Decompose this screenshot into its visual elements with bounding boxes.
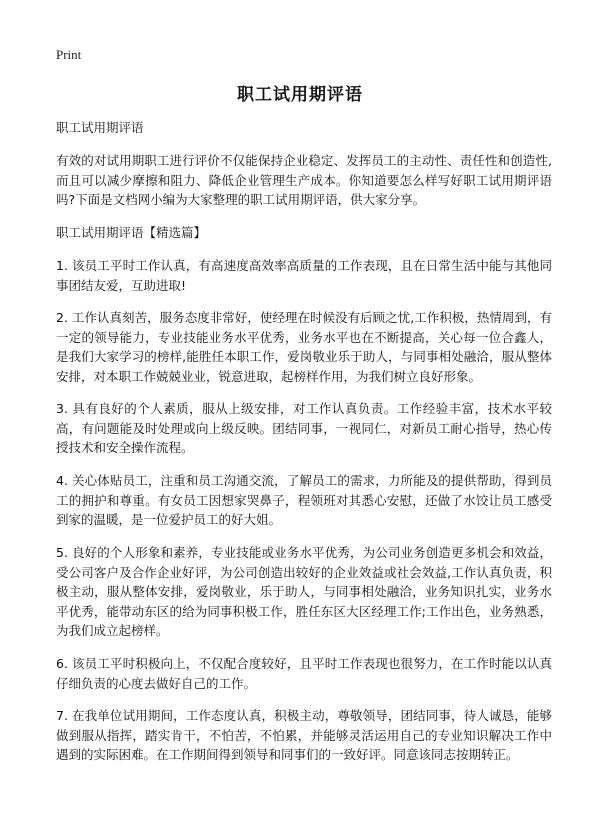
- list-item-6: 6. 该员工平时积极向上，不仅配合度较好，且平时工作表现也很努力，在工作时能以认真仔细负责的心度去做好自己的工作。: [56, 656, 552, 691]
- print-link[interactable]: Print: [56, 47, 82, 62]
- section-heading: 职工试用期评语【精选篇】: [56, 225, 207, 240]
- page-title: 职工试用期评语: [237, 85, 363, 105]
- list-item-4: 4. 关心体贴员工，注重和员工沟通交流，了解员工的需求，力所能及的提供帮助，得到员工的拥护和尊重。有女员工因想家哭鼻子，程领班对其悉心安慰，还做了水饺让员工感受到家的温暖，是一位爱护员工的好大姐。: [56, 473, 552, 527]
- list-item-7: 7. 在我单位试用期间，工作态度认真，积极主动，尊敬领导，团结同事，待人诚恳，能够做到服从指挥，踏实肯干，不怕苦，不怕累，并能够灵活运用自己的专业知识解决工作中遇到的实际困难。在工作期间得到领导和同事们的一致好评。同意该同志按期转正。: [56, 708, 552, 762]
- intro-paragraph: 有效的对试用期职工进行评价不仅能保持企业稳定、发挥员工的主动性、责任性和创造性,而且可以减少摩擦和阻力、降低企业管理生产成本。你知道要怎么样写好职工试用期评语吗?下面是文档网小编为大家整理的职工试用期评语，供大家分享。: [56, 153, 552, 207]
- list-item-1: 1. 该员工平时工作认真，有高速度高效率高质量的工作表现，且在日常生活中能与其他同事团结友爱，互助进取!: [56, 258, 552, 293]
- subtitle: 职工试用期评语: [56, 120, 144, 135]
- list-item-2: 2. 工作认真刻苦，服务态度非常好，使经理在时候没有后顾之忧,工作积极，热情周到，有一定的领导能力，专业技能业务水平优秀，业务水平也在不断提高，关心每一位合鑫人，是我们大家学习的榜样,能胜任本职工作，爱岗敬业乐于助人，与同事相处融洽，服从整体安排，对本职工作兢兢业业，锐意进取，起榜样作用，为我们树立良好形象。: [56, 310, 552, 384]
- list-item-3: 3. 具有良好的个人素质，服从上级安排，对工作认真负责。工作经验丰富，技术水平较高，有问题能及时处理或向上级反映。团结同事，一视同仁，对新员工耐心指导，热心传授技术和安全操作流程。: [56, 401, 552, 455]
- list-item-5: 5. 良好的个人形象和素养，专业技能或业务水平优秀，为公司业务创造更多机会和效益，受公司客户及合作企业好评，为公司创造出较好的企业效益或社会效益,工作认真负责，积极主动，服从整体安排，爱岗敬业，乐于助人，与同事相处融洽，业务知识扎实，业务水平优秀，能带动东区的给为同事积极工作，胜任东区大区经理工作;工作出色，业务熟悉，为我们成立起榜样。: [56, 545, 552, 638]
